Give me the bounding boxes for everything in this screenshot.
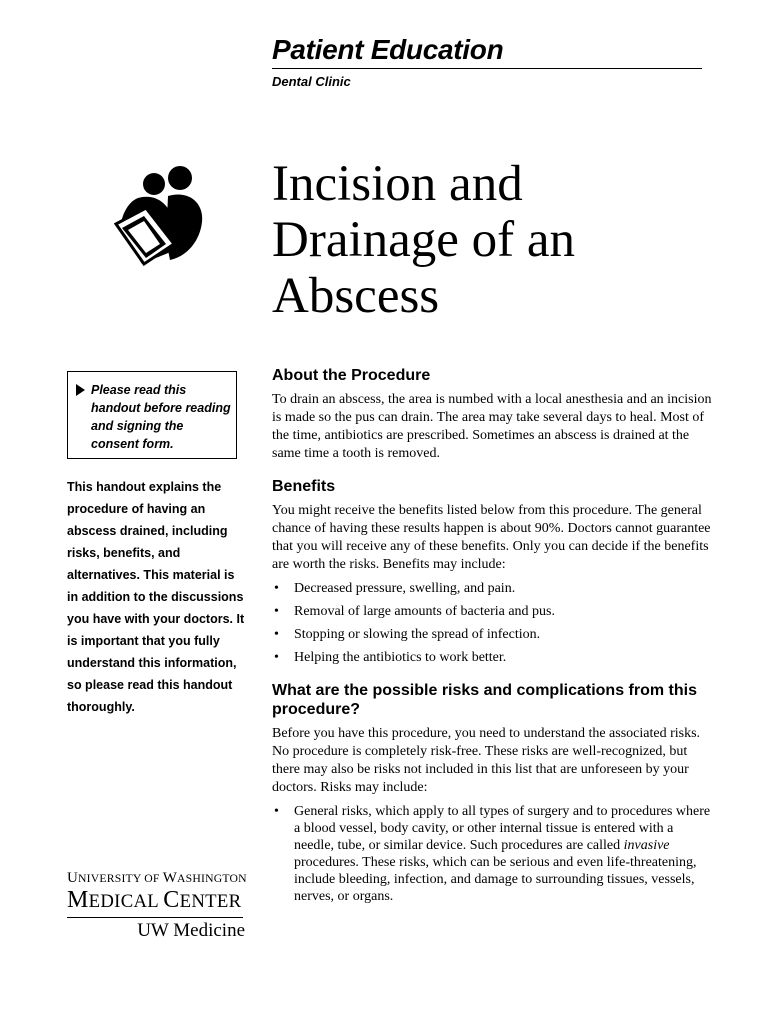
list-item: • Removal of large amounts of bacteria and pus. <box>272 603 712 621</box>
logo-rule <box>67 917 243 918</box>
risks-paragraph: Before you have this procedure, you need to understand the associated risks. No procedure is completely risk-free. These risks are well-recognized, but there may also be risks not included in this list that are unforeseen by your doctors. Risks may include: <box>272 726 701 795</box>
logo-line-university: UNIVERSITY OF WASHINGTON <box>67 870 247 886</box>
header-title: Patient Education <box>272 34 504 65</box>
section-heading-risks: What are the possible risks and complications from this procedure? <box>272 682 697 718</box>
benefits-paragraph: You might receive the benefits listed below from this procedure. The general chance of having these results happen is about 90%. Doctors cannot guarantee that you will receive any of these benefits. Only you can decide if the benefits are worth the risks. Benefits may include: <box>272 503 711 572</box>
main-content <box>272 366 712 919</box>
benefits-list <box>272 580 712 667</box>
header-subtitle: Dental Clinic <box>272 74 351 89</box>
list-item: • General risks, which apply to all types of surgery and to procedures where a blood vessel, body cavity, or other internal tissue is entered with a needle, tube, or similar device. Such procedures are called invasive procedures. These risks, which can be serious and even life-threatening, include bleeding, infection, and damage to surrounding tissues, vessels, nerves, or organs. <box>272 803 712 905</box>
logo-line-uw-medicine: UW Medicine <box>137 920 245 941</box>
document-title-line: Incision and <box>272 156 523 212</box>
list-item: • Helping the antibiotics to work better. <box>272 649 712 667</box>
header-rule <box>272 68 702 69</box>
logo-line-medical-center: MEDICAL CENTER <box>67 887 242 913</box>
triangle-right-icon <box>76 384 85 396</box>
consent-note-box <box>67 371 237 459</box>
list-item: • Stopping or slowing the spread of infection. <box>272 626 712 644</box>
document-title <box>272 156 712 324</box>
people-reading-icon <box>108 160 208 268</box>
document-title-line: Abscess <box>272 268 440 324</box>
section-heading-about: About the Procedure <box>272 367 431 384</box>
consent-note-text: Please read this handout before reading and signing the consent form. <box>91 383 231 451</box>
about-paragraph: To drain an abscess, the area is numbed with a local anesthesia and an incision is made so the pus can drain. The area may take several days to heal. Most of the time, antibiotics are prescribed. Sometimes an abscess is drained at the same time a tooth is removed. <box>272 392 712 461</box>
sidebar-intro: This handout explains the procedure of having an abscess drained, including risks, benefits, and alternatives. This material is in addition to the discussions you have with your doctors. It is important that you fully understand this information, so please read this handout thoroughly. <box>67 480 245 714</box>
uw-medicine-logo <box>67 870 249 942</box>
list-item: • Decreased pressure, swelling, and pain. <box>272 580 712 598</box>
risks-list <box>272 803 712 905</box>
document-title-line: Drainage of an <box>272 212 576 268</box>
section-heading-benefits: Benefits <box>272 478 336 495</box>
